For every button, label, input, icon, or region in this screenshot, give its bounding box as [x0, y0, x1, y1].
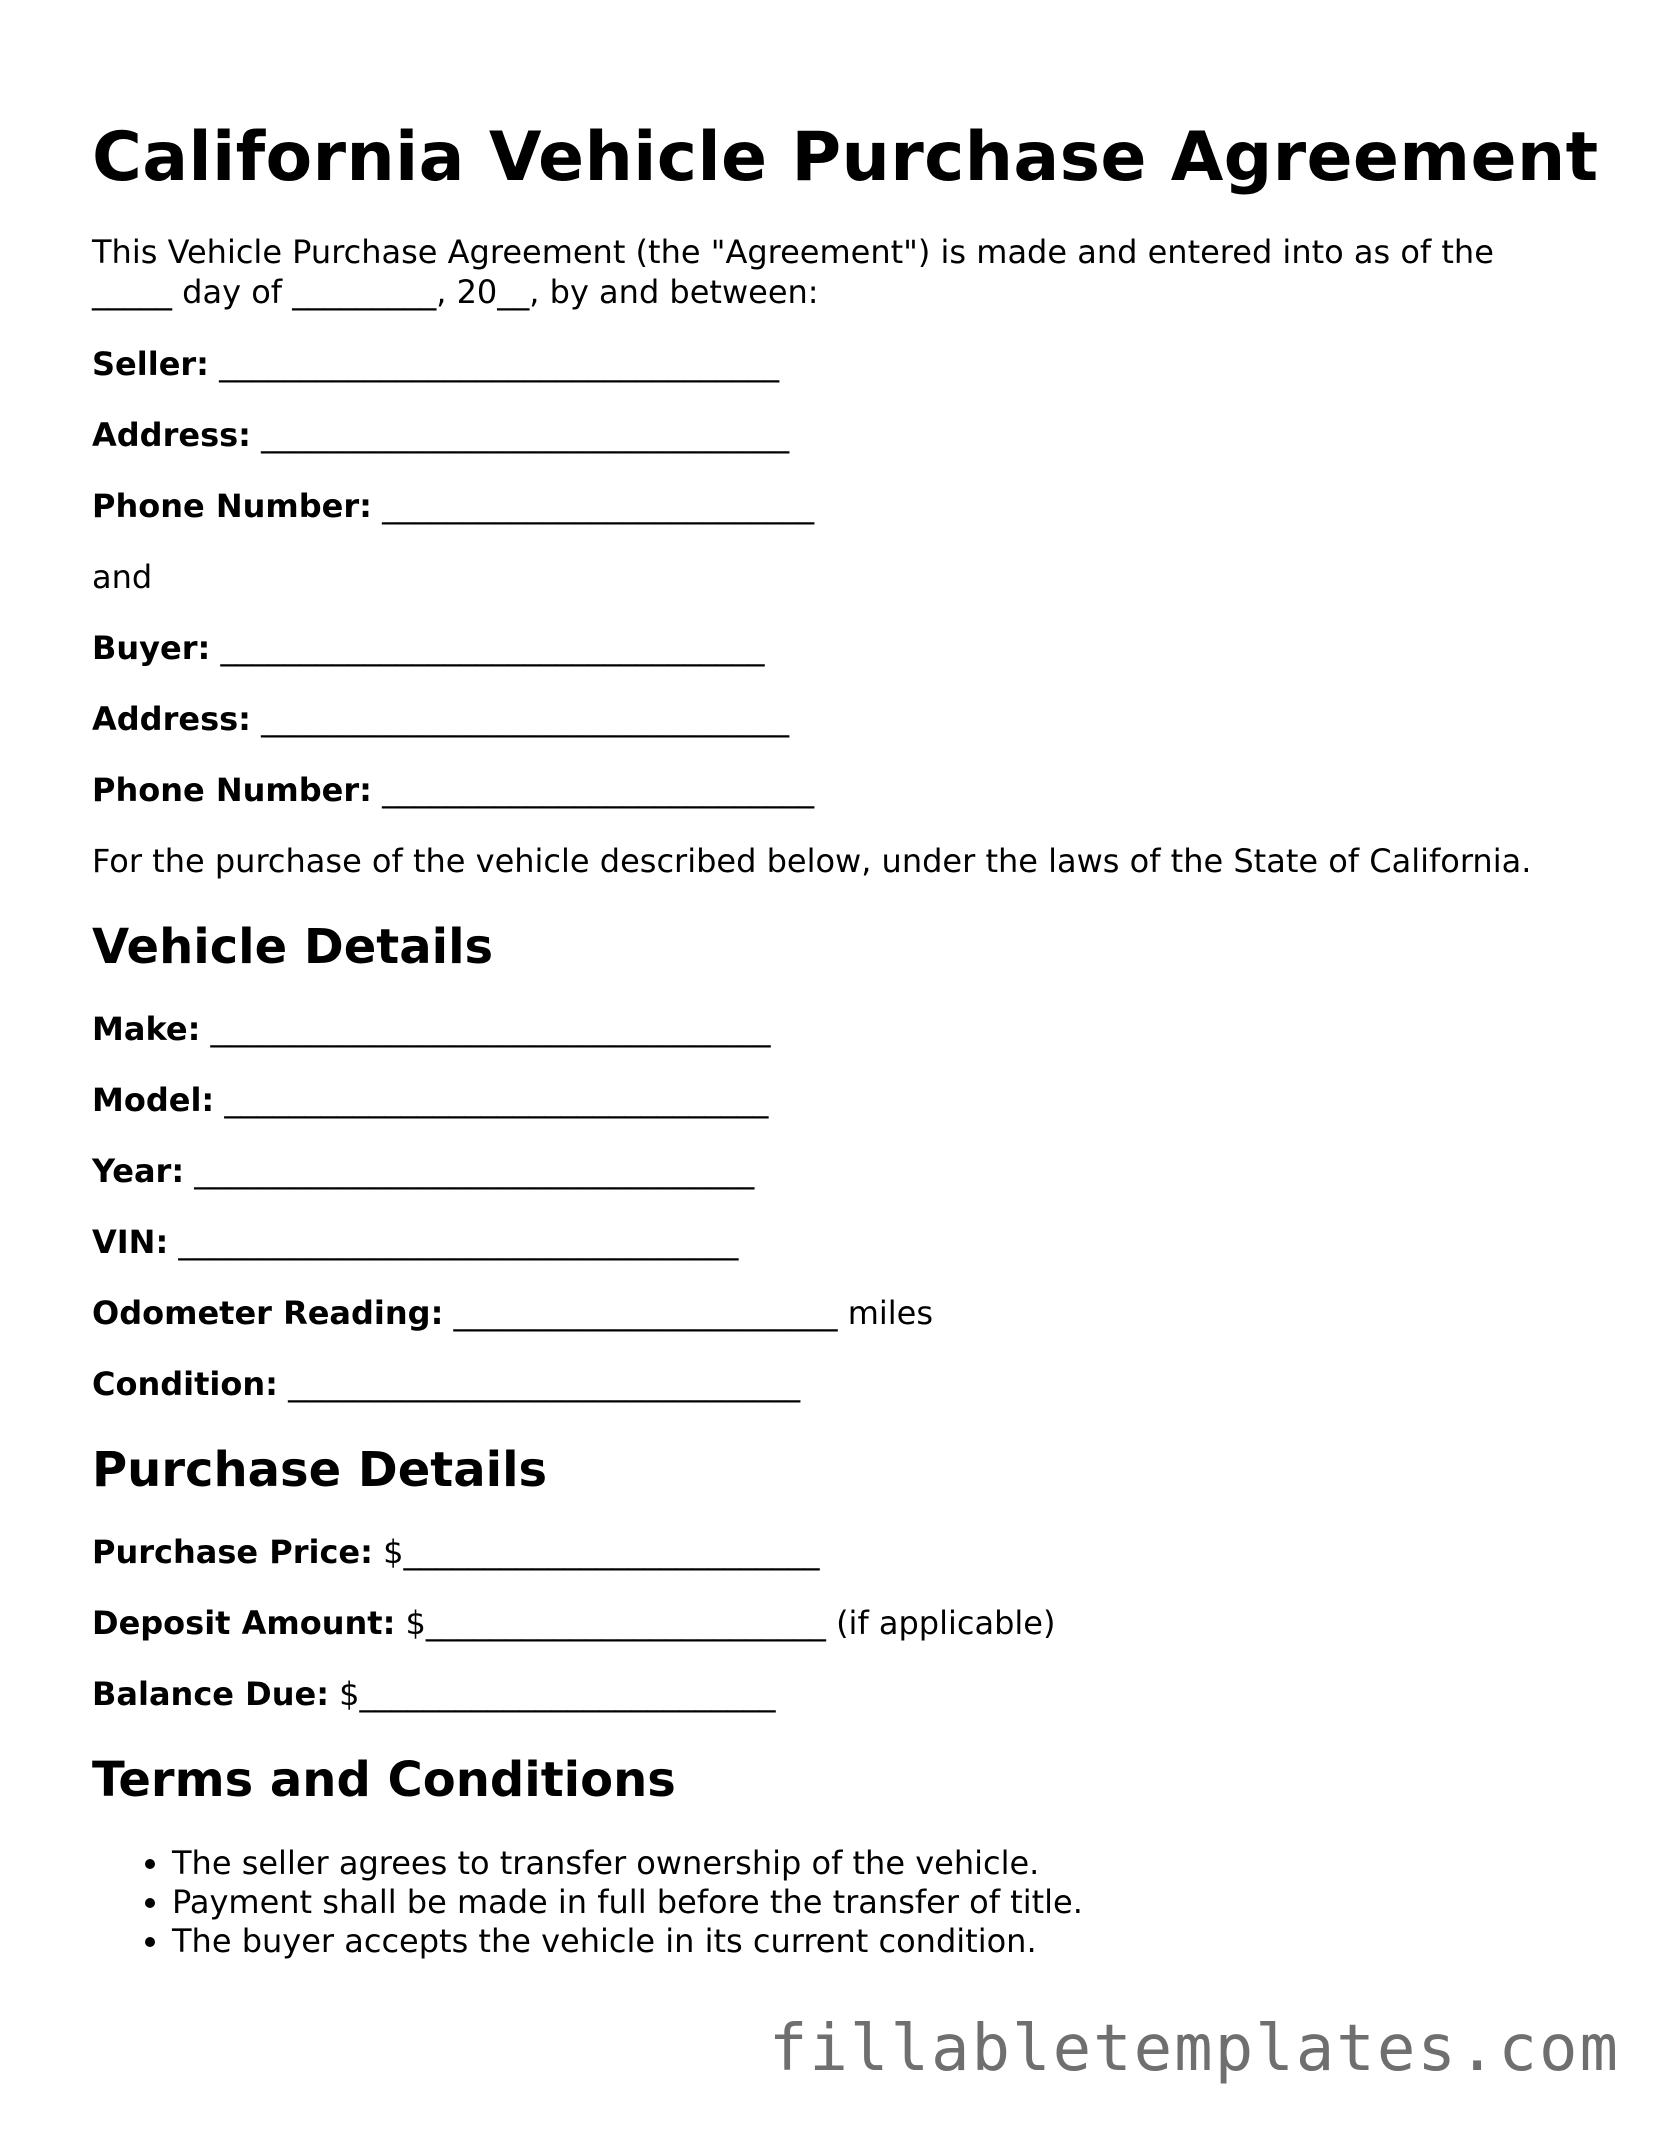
terms-list-item: • The seller agrees to transfer ownership of the vehicle. — [172, 1844, 1592, 1883]
buyer-phone-blank[interactable]: ___________________________ — [371, 771, 815, 809]
seller-address-label: Address: — [92, 416, 251, 454]
make-blank[interactable]: ___________________________________ — [200, 1010, 771, 1048]
year-field[interactable] — [92, 1151, 1592, 1191]
seller-address-field[interactable] — [92, 415, 1592, 455]
buyer-name-blank[interactable]: __________________________________ — [210, 629, 765, 667]
odometer-label: Odometer Reading: — [92, 1294, 444, 1332]
terms-list-item: • Payment shall be made in full before the transfer of title. — [172, 1883, 1592, 1922]
make-label: Make: — [92, 1010, 201, 1048]
model-blank[interactable]: __________________________________ — [214, 1081, 769, 1119]
buyer-name-label: Buyer: — [92, 629, 211, 667]
deposit-amount-label: Deposit Amount: — [92, 1604, 396, 1642]
intro-paragraph: This Vehicle Purchase Agreement (the "Agreement") is made and entered into as of the _____ day of _________, 20__, by and between: — [92, 233, 1494, 311]
year-blank[interactable]: ___________________________________ — [184, 1152, 755, 1190]
buyer-address-blank[interactable]: _________________________________ — [250, 700, 790, 738]
deposit-amount-blank[interactable]: $_________________________ — [395, 1604, 826, 1642]
buyer-address-label: Address: — [92, 700, 251, 738]
purchase-price-blank[interactable]: $__________________________ — [372, 1533, 820, 1571]
vehicle-details-heading: Vehicle Details — [92, 919, 494, 975]
model-label: Model: — [92, 1081, 215, 1119]
deposit-suffix: (if applicable) — [825, 1604, 1056, 1642]
purchase-price-label: Purchase Price: — [92, 1533, 373, 1571]
vin-label: VIN: — [92, 1223, 169, 1261]
buyer-address-field[interactable] — [92, 699, 1592, 739]
and-text: and — [92, 558, 153, 596]
buyer-phone-field[interactable] — [92, 770, 1592, 810]
odometer-field[interactable] — [92, 1293, 1592, 1333]
balance-due-blank[interactable]: $__________________________ — [328, 1675, 776, 1713]
seller-phone-label: Phone Number: — [92, 487, 372, 525]
terms-list-item: • The buyer accepts the vehicle in its current condition. — [172, 1922, 1592, 1961]
seller-name-field[interactable] — [92, 344, 1592, 384]
buyer-name-field[interactable] — [92, 628, 1592, 668]
condition-label: Condition: — [92, 1365, 278, 1403]
vin-blank[interactable]: ___________________________________ — [168, 1223, 739, 1261]
purchase-price-field[interactable] — [92, 1532, 1592, 1572]
purpose-text: For the purchase of the vehicle described below, under the laws of the State of California. — [92, 842, 1532, 880]
buyer-phone-label: Phone Number: — [92, 771, 372, 809]
condition-blank[interactable]: ________________________________ — [277, 1365, 801, 1403]
terms-list — [92, 1844, 1592, 1961]
seller-phone-field[interactable] — [92, 486, 1592, 526]
make-field[interactable] — [92, 1009, 1592, 1049]
watermark-text: fillabletemplates.com — [768, 2012, 1620, 2086]
balance-due-label: Balance Due: — [92, 1675, 329, 1713]
model-field[interactable] — [92, 1080, 1592, 1120]
document-page — [92, 118, 1599, 1961]
deposit-amount-field[interactable] — [92, 1603, 1592, 1643]
balance-due-field[interactable] — [92, 1674, 1592, 1714]
seller-phone-blank[interactable]: ___________________________ — [371, 487, 815, 525]
seller-name-blank[interactable]: ___________________________________ — [208, 345, 780, 383]
seller-address-blank[interactable]: _________________________________ — [250, 416, 790, 454]
condition-field[interactable] — [92, 1364, 1592, 1404]
purchase-details-heading: Purchase Details — [92, 1442, 548, 1498]
odometer-blank[interactable]: ________________________ — [443, 1294, 838, 1332]
odometer-suffix: miles — [837, 1294, 934, 1332]
document-title: California Vehicle Purchase Agreement — [92, 118, 1599, 197]
terms-heading: Terms and Conditions — [92, 1752, 676, 1808]
year-label: Year: — [92, 1152, 185, 1190]
vin-field[interactable] — [92, 1222, 1592, 1262]
seller-name-label: Seller: — [92, 345, 209, 383]
